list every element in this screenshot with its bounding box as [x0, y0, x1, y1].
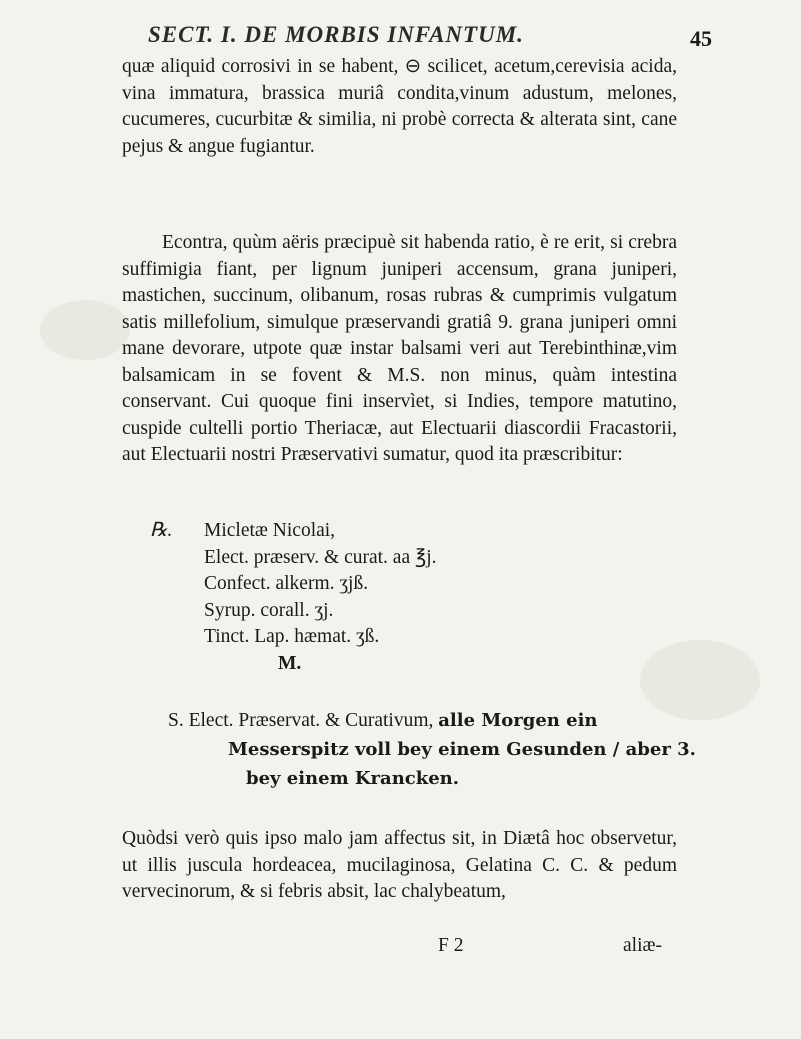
page-number: 45 — [690, 26, 712, 51]
signa-german-1: alle Morgen ein — [438, 710, 598, 731]
paper-stain — [40, 300, 130, 360]
paragraph-2: Econtra, quùm aëris præcipuè sit habenda ratio, è re erit, si crebra suffimigia fiant, per lignum juniperi accensum, grana juniperi, mastichen, succinum, olibanum, rosas rubras & cumprimis vulgatum satis millefolium, simulque præservandi gratiâ 9. grana juniperi omni mane devorare, utpote quæ instar balsami veri aut Terebinthinæ,vim balsamicam in se fovent & M.S. non minus, quàm intestina conservant. Cui quoque fini inservìet, si Indies, tempore matutino, cuspide cultelli portio Theriacæ, aut Electuarii diascordii Fracastorii, aut Electuarii nostri Præservativi sumatur, quod ita præscribitur: — [122, 232, 677, 465]
signature-mark: F 2 — [438, 935, 464, 956]
recipe-line-1: Micletæ Nicolai, — [204, 520, 336, 541]
paragraph-3: Quòdsi verò quis ipso malo jam affectus sit, in Diætâ hoc observetur, ut illis juscula hordeacea, mucilaginosa, Gelatina C. C. & pedum vervecinorum, & si febris absit, lac chalybeatum, — [122, 828, 677, 902]
signa-line-1 — [168, 706, 648, 735]
recipe-line-4: Syrup. corall. ʒj. — [204, 599, 334, 621]
recipe-symbol: ℞. — [150, 520, 173, 541]
signa-german-2: Messerspitz voll bey einem Gesunden / aber 3. — [228, 739, 696, 760]
catchword: aliæ- — [623, 935, 662, 956]
recipe-line-2: Elect. præserv. & curat. aa ℥j. — [204, 546, 437, 568]
paragraph-1: quæ aliquid corrosivi in se habent, ⊖ scilicet, acetum,cerevisia acida, vina immatura, brassica muriâ condita,vinum adustum, melones, cucumeres, cucurbitæ & similia, ni probè correcta & alterata sint, cane pejus & angue fugiantur. — [122, 56, 677, 157]
signa-latin: S. Elect. Præservat. & Curativum, — [168, 710, 434, 731]
signa-block — [168, 706, 696, 793]
recipe-line-5: Tinct. Lap. hæmat. ʒß. — [204, 626, 380, 647]
running-title: SECT. I. DE MORBIS INFANTUM. — [148, 22, 524, 47]
recipe-line-3: Confect. alkerm. ʒjß. — [204, 573, 369, 594]
paper-stain — [640, 640, 760, 720]
recipe-misce: M. — [278, 652, 302, 674]
signa-german-3: bey einem Krancken. — [246, 768, 460, 789]
page-footer — [0, 935, 801, 965]
